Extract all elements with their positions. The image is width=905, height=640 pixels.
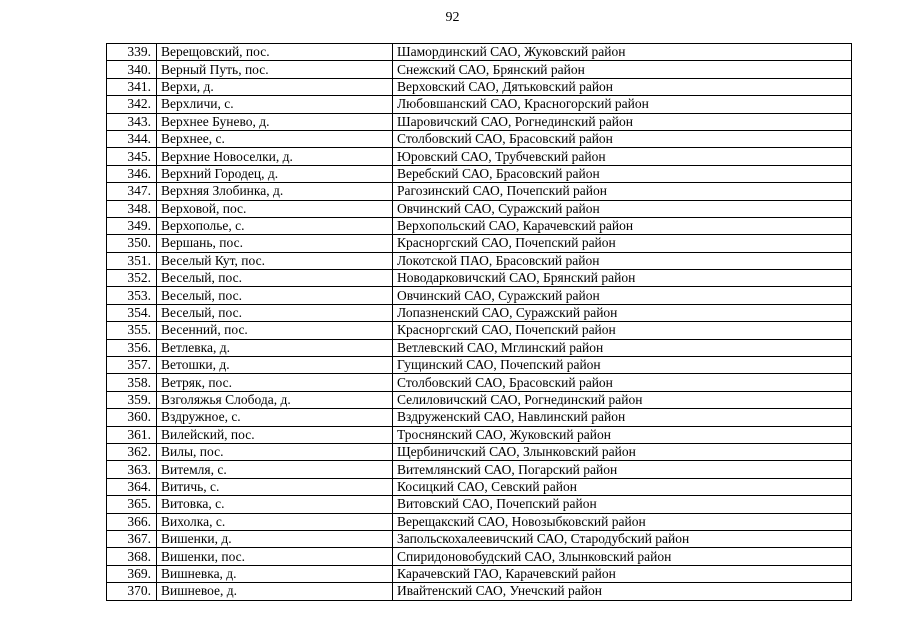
settlement-name: Витовка, с. bbox=[157, 496, 393, 513]
row-number: 352. bbox=[107, 270, 157, 287]
row-number: 370. bbox=[107, 583, 157, 600]
settlement-name: Верхнее Бунево, д. bbox=[157, 113, 393, 130]
table-row bbox=[107, 44, 852, 61]
settlement-name: Вилы, пос. bbox=[157, 443, 393, 460]
row-number: 341. bbox=[107, 78, 157, 95]
table-row bbox=[107, 443, 852, 460]
settlement-name: Ветлевка, д. bbox=[157, 339, 393, 356]
district-name: Троснянский САО, Жуковский район bbox=[393, 426, 852, 443]
district-name: Вздруженский САО, Навлинский район bbox=[393, 409, 852, 426]
settlement-name: Верховой, пос. bbox=[157, 200, 393, 217]
settlement-name: Вилейский, пос. bbox=[157, 426, 393, 443]
district-name: Веребский САО, Брасовский район bbox=[393, 165, 852, 182]
table-row bbox=[107, 583, 852, 600]
district-name: Овчинский САО, Суражский район bbox=[393, 200, 852, 217]
district-name: Шаровичский САО, Рогнединский район bbox=[393, 113, 852, 130]
settlement-name: Вишенки, пос. bbox=[157, 548, 393, 565]
row-number: 351. bbox=[107, 252, 157, 269]
row-number: 355. bbox=[107, 322, 157, 339]
settlement-name: Витемля, с. bbox=[157, 461, 393, 478]
row-number: 342. bbox=[107, 96, 157, 113]
row-number: 358. bbox=[107, 374, 157, 391]
settlement-name: Вершань, пос. bbox=[157, 235, 393, 252]
district-name: Овчинский САО, Суражский район bbox=[393, 287, 852, 304]
table-row bbox=[107, 304, 852, 321]
district-name: Карачевский ГАО, Карачевский район bbox=[393, 565, 852, 582]
settlement-name: Весенний, пос. bbox=[157, 322, 393, 339]
table-row bbox=[107, 96, 852, 113]
settlement-name: Верхнее, с. bbox=[157, 130, 393, 147]
table-row bbox=[107, 530, 852, 547]
settlement-name: Веселый, пос. bbox=[157, 270, 393, 287]
table-row bbox=[107, 200, 852, 217]
settlement-name: Ветошки, д. bbox=[157, 357, 393, 374]
row-number: 350. bbox=[107, 235, 157, 252]
district-name: Верхопольский САО, Карачевский район bbox=[393, 217, 852, 234]
table-row bbox=[107, 496, 852, 513]
settlement-name: Верхличи, с. bbox=[157, 96, 393, 113]
district-name: Столбовский САО, Брасовский район bbox=[393, 130, 852, 147]
table-row bbox=[107, 113, 852, 130]
table-row bbox=[107, 513, 852, 530]
table-row bbox=[107, 252, 852, 269]
table-row bbox=[107, 461, 852, 478]
district-name: Косицкий САО, Севский район bbox=[393, 478, 852, 495]
row-number: 348. bbox=[107, 200, 157, 217]
settlement-name: Взголяжья Слобода, д. bbox=[157, 391, 393, 408]
row-number: 367. bbox=[107, 530, 157, 547]
row-number: 362. bbox=[107, 443, 157, 460]
district-name: Спиридоновобудский САО, Злынковский район bbox=[393, 548, 852, 565]
district-name: Красноргский САО, Почепский район bbox=[393, 235, 852, 252]
row-number: 353. bbox=[107, 287, 157, 304]
district-name: Ивайтенский САО, Унечский район bbox=[393, 583, 852, 600]
row-number: 344. bbox=[107, 130, 157, 147]
row-number: 346. bbox=[107, 165, 157, 182]
row-number: 347. bbox=[107, 183, 157, 200]
row-number: 361. bbox=[107, 426, 157, 443]
settlement-name: Верхние Новоселки, д. bbox=[157, 148, 393, 165]
table-row bbox=[107, 565, 852, 582]
table-row bbox=[107, 165, 852, 182]
settlement-name: Верхополье, с. bbox=[157, 217, 393, 234]
row-number: 345. bbox=[107, 148, 157, 165]
district-name: Новодарковичский САО, Брянский район bbox=[393, 270, 852, 287]
row-number: 360. bbox=[107, 409, 157, 426]
district-name: Лопазненский САО, Суражский район bbox=[393, 304, 852, 321]
settlement-name: Ветряк, пос. bbox=[157, 374, 393, 391]
district-name: Юровский САО, Трубчевский район bbox=[393, 148, 852, 165]
table-row bbox=[107, 426, 852, 443]
table-row bbox=[107, 183, 852, 200]
row-number: 368. bbox=[107, 548, 157, 565]
district-name: Запольскохалеевичский САО, Стародубский район bbox=[393, 530, 852, 547]
table-row bbox=[107, 478, 852, 495]
row-number: 364. bbox=[107, 478, 157, 495]
row-number: 339. bbox=[107, 44, 157, 61]
district-name: Верховский САО, Дятьковский район bbox=[393, 78, 852, 95]
row-number: 363. bbox=[107, 461, 157, 478]
table-row bbox=[107, 339, 852, 356]
district-name: Красноргский САО, Почепский район bbox=[393, 322, 852, 339]
row-number: 359. bbox=[107, 391, 157, 408]
district-name: Верещакский САО, Новозыбковский район bbox=[393, 513, 852, 530]
table-row bbox=[107, 391, 852, 408]
table-row bbox=[107, 287, 852, 304]
district-name: Любовшанский САО, Красногорский район bbox=[393, 96, 852, 113]
row-number: 357. bbox=[107, 357, 157, 374]
row-number: 349. bbox=[107, 217, 157, 234]
settlements-table-body bbox=[107, 44, 852, 601]
settlement-name: Вишенки, д. bbox=[157, 530, 393, 547]
page-number: 92 bbox=[445, 10, 460, 25]
row-number: 343. bbox=[107, 113, 157, 130]
table-row bbox=[107, 130, 852, 147]
row-number: 369. bbox=[107, 565, 157, 582]
table-row bbox=[107, 409, 852, 426]
settlement-name: Вишневое, д. bbox=[157, 583, 393, 600]
row-number: 365. bbox=[107, 496, 157, 513]
table-row bbox=[107, 235, 852, 252]
settlement-name: Верхняя Злобинка, д. bbox=[157, 183, 393, 200]
table-row bbox=[107, 217, 852, 234]
settlement-name: Верещовский, пос. bbox=[157, 44, 393, 61]
settlement-name: Вихолка, с. bbox=[157, 513, 393, 530]
settlements-table bbox=[106, 43, 852, 601]
district-name: Снежский САО, Брянский район bbox=[393, 61, 852, 78]
district-name: Селиловичский САО, Рогнединский район bbox=[393, 391, 852, 408]
settlement-name: Верхний Городец, д. bbox=[157, 165, 393, 182]
district-name: Витовский САО, Почепский район bbox=[393, 496, 852, 513]
settlement-name: Веселый, пос. bbox=[157, 304, 393, 321]
row-number: 366. bbox=[107, 513, 157, 530]
row-number: 356. bbox=[107, 339, 157, 356]
district-name: Локотской ПАО, Брасовский район bbox=[393, 252, 852, 269]
table-row bbox=[107, 78, 852, 95]
table-row bbox=[107, 374, 852, 391]
table-row bbox=[107, 548, 852, 565]
district-name: Гущинский САО, Почепский район bbox=[393, 357, 852, 374]
table-row bbox=[107, 322, 852, 339]
district-name: Ветлевский САО, Мглинский район bbox=[393, 339, 852, 356]
district-name: Щербиничский САО, Злынковский район bbox=[393, 443, 852, 460]
table-row bbox=[107, 270, 852, 287]
district-name: Шамординский САО, Жуковский район bbox=[393, 44, 852, 61]
district-name: Рагозинский САО, Почепский район bbox=[393, 183, 852, 200]
row-number: 354. bbox=[107, 304, 157, 321]
settlement-name: Верный Путь, пос. bbox=[157, 61, 393, 78]
row-number: 340. bbox=[107, 61, 157, 78]
table-row bbox=[107, 357, 852, 374]
district-name: Столбовский САО, Брасовский район bbox=[393, 374, 852, 391]
settlement-name: Верхи, д. bbox=[157, 78, 393, 95]
settlement-name: Веселый, пос. bbox=[157, 287, 393, 304]
table-row bbox=[107, 61, 852, 78]
table-row bbox=[107, 148, 852, 165]
settlement-name: Веселый Кут, пос. bbox=[157, 252, 393, 269]
district-name: Витемлянский САО, Погарский район bbox=[393, 461, 852, 478]
settlement-name: Витичь, с. bbox=[157, 478, 393, 495]
settlement-name: Вздружное, с. bbox=[157, 409, 393, 426]
settlement-name: Вишневка, д. bbox=[157, 565, 393, 582]
